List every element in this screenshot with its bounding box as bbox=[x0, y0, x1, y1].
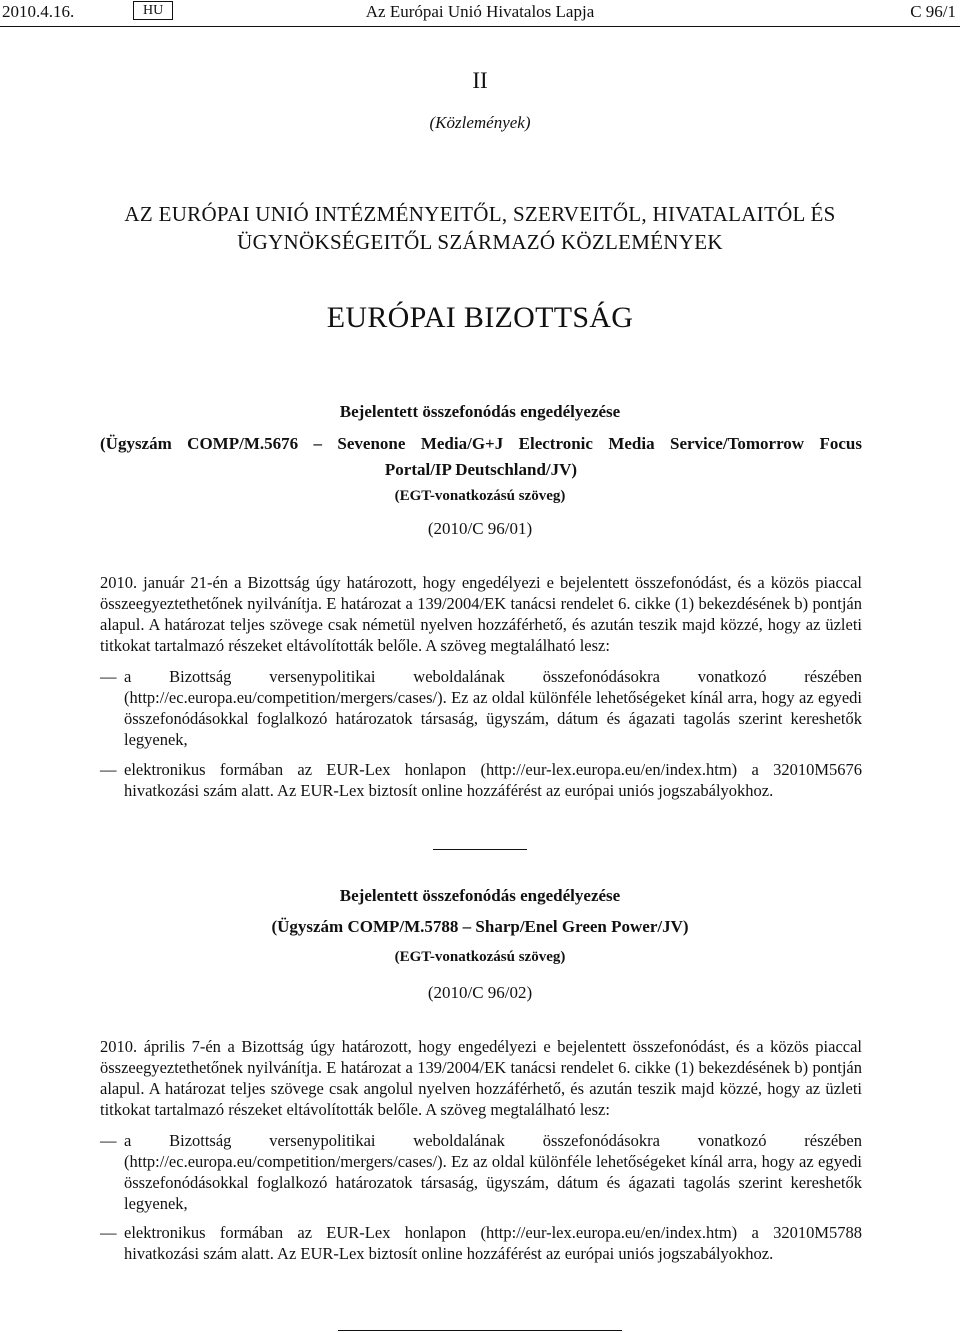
notice-1-bullet-2 bbox=[100, 759, 862, 801]
notice-1-eea: (EGT-vonatkozású szöveg) bbox=[394, 488, 566, 504]
bullet-text: a Bizottság versenypolitikai weboldalának összefonódásokra vonatkozó részében (http://ec.europa.eu/competition/mergers/cases/). Ez az oldal különféle lehetőségeket kínál arra, hogy az egyedi összefonódásokkal foglalkozó határozatok társaság, ügyszám, dátum és ágazati tagolás szerint kereshetők legyenek, bbox=[124, 667, 862, 749]
header-rule bbox=[0, 26, 960, 27]
journal-title: Az Európai Unió Hivatalos Lapja bbox=[365, 2, 595, 21]
part-number: II bbox=[472, 68, 488, 93]
notice-2-body: 2010. április 7-én a Bizottság úgy határozott, hogy engedélyezi e bejelentett összefonódást, és a közös piaccal összeegyeztethetőnek nyilvánítja. E határozat a 139/2004/EK tanácsi rendelet 6. cikke (1) bekezdésének b) pontján alapul. A határozat teljes szövege csak angolul nyelven hozzáférhető, és azután teszik majd közzé, hogy az üzleti titkokat tartalmazó részeket eltávolították belőle. A szöveg megtalálható lesz: bbox=[100, 1037, 862, 1119]
notice-1-bullet-1 bbox=[100, 666, 862, 750]
notice-2-heading: Bejelentett összefonódás engedélyezése bbox=[339, 886, 621, 905]
footer-rule bbox=[338, 1330, 622, 1331]
notice-1-case-line2: Portal/IP Deutschland/JV) bbox=[384, 460, 578, 479]
notice-2-reference: (2010/C 96/02) bbox=[427, 983, 533, 1002]
notice-1-reference: (2010/C 96/01) bbox=[427, 519, 533, 538]
part-title bbox=[0, 200, 960, 256]
bullet-text: elektronikus formában az EUR-Lex honlapon (http://eur-lex.europa.eu/en/index.htm) a 32010M5788 hivatkozási szám alatt. Az EUR-Lex biztosít online hozzáférést az európai uniós jogszabályokhoz. bbox=[124, 1223, 862, 1263]
part-subtitle: (Közlemények) bbox=[429, 113, 531, 132]
publication-date: 2010.4.16. bbox=[2, 2, 75, 21]
section-separator bbox=[433, 849, 527, 850]
dash-marker: — bbox=[100, 1223, 117, 1242]
notice-1-case-line1: (Ügyszám COMP/M.5676 – Sevenone Media/G+J Electronic Media Service/Tomorrow Focus bbox=[100, 434, 862, 453]
page-reference: C 96/1 bbox=[910, 2, 956, 21]
notice-2-bullet-1 bbox=[100, 1130, 862, 1214]
part-title-line2: ÜGYNÖKSÉGEITŐL SZÁRMAZÓ KÖZLEMÉNYEK bbox=[237, 230, 723, 254]
notice-2-case: (Ügyszám COMP/M.5788 – Sharp/Enel Green Power/JV) bbox=[271, 917, 689, 936]
part-title-line1: AZ EURÓPAI UNIÓ INTÉZMÉNYEITŐL, SZERVEITŐL, HIVATALAITÓL ÉS bbox=[124, 202, 836, 226]
dash-marker: — bbox=[100, 760, 117, 779]
notice-2-bullet-2 bbox=[100, 1222, 862, 1264]
notice-1-body: 2010. január 21-én a Bizottság úgy határozott, hogy engedélyezi e bejelentett összefonódást, és a közös piaccal összeegyeztethetőnek nyilvánítja. E határozat a 139/2004/EK tanácsi rendelet 6. cikke (1) bekezdésének b) pontján alapul. A határozat teljes szövege csak németül nyelven hozzáférhető, és azután teszik majd közzé, hogy az üzleti titkokat tartalmazó részeket eltávolították belőle. A szöveg megtalálható lesz: bbox=[100, 573, 862, 655]
dash-marker: — bbox=[100, 1131, 117, 1150]
language-badge: HU bbox=[133, 1, 173, 20]
notice-2-eea: (EGT-vonatkozású szöveg) bbox=[394, 949, 566, 965]
notice-1-case bbox=[100, 431, 862, 483]
notice-1-heading: Bejelentett összefonódás engedélyezése bbox=[339, 402, 621, 421]
page-header bbox=[0, 0, 960, 26]
dash-marker: — bbox=[100, 667, 117, 686]
bullet-text: elektronikus formában az EUR-Lex honlapon (http://eur-lex.europa.eu/en/index.htm) a 32010M5676 hivatkozási szám alatt. Az EUR-Lex biztosít online hozzáférést az európai uniós jogszabályokhoz. bbox=[124, 760, 862, 800]
bullet-text: a Bizottság versenypolitikai weboldalának összefonódásokra vonatkozó részében (http://ec.europa.eu/competition/mergers/cases/). Ez az oldal különféle lehetőségeket kínál arra, hogy az egyedi összefonódásokkal foglalkozó határozatok társaság, ügyszám, dátum és ágazati tagolás szerint kereshetők legyenek, bbox=[124, 1131, 862, 1213]
institution-title: EURÓPAI BIZOTTSÁG bbox=[326, 301, 634, 334]
